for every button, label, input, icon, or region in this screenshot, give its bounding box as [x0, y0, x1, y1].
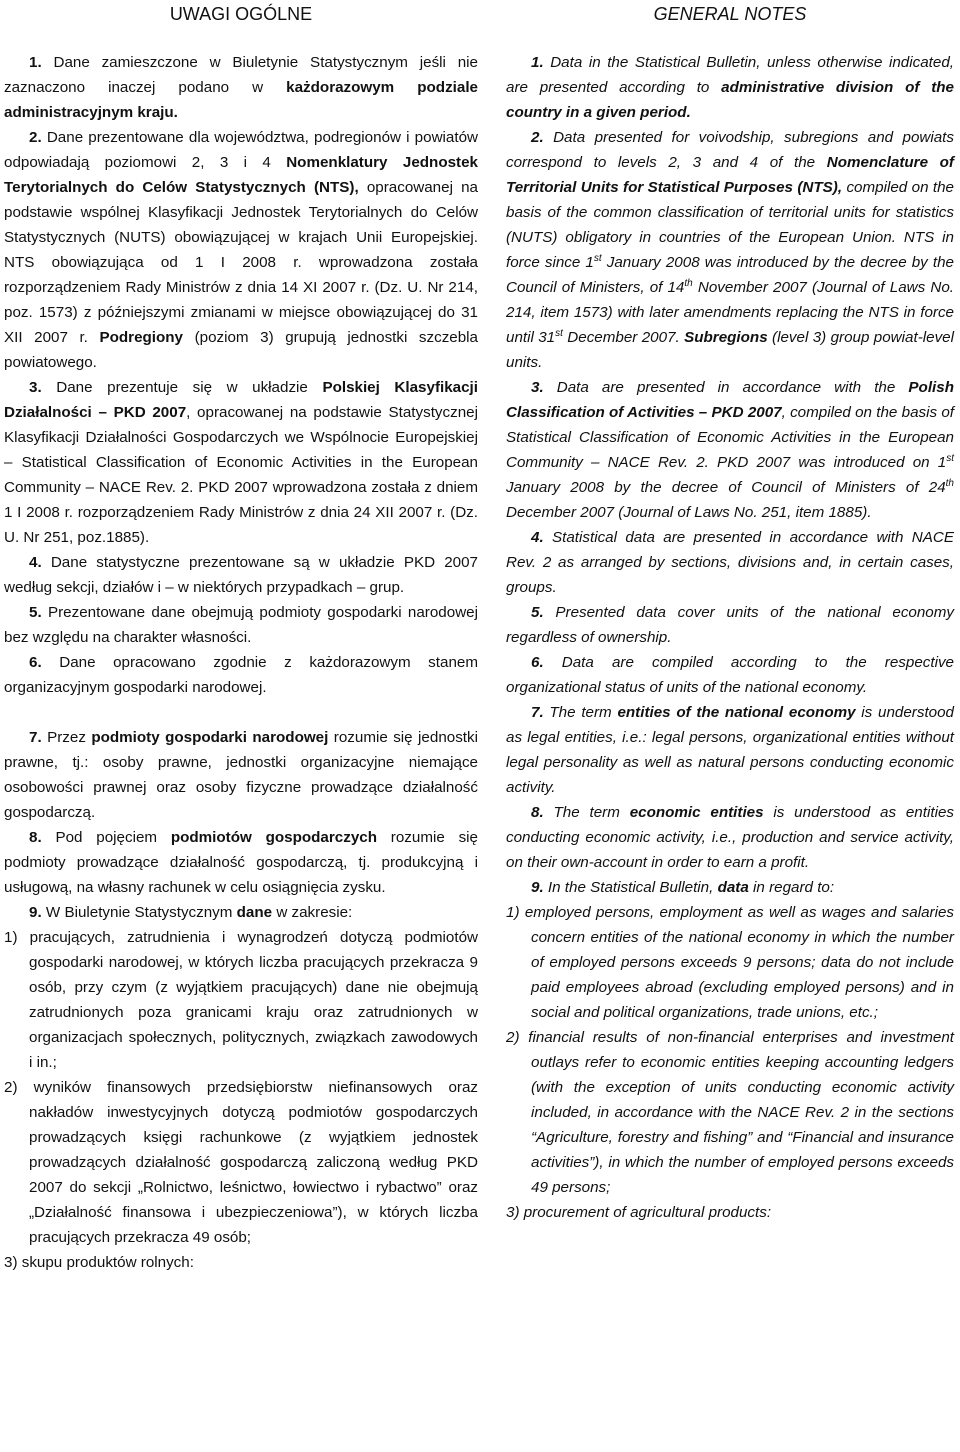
en-note-5: 5. Presented data cover units of the national economy regardless of ownership.	[506, 604, 954, 646]
polish-column	[4, 0, 478, 1271]
note-number: 7.	[29, 729, 42, 746]
en-note-9: 9. In the Statistical Bulletin, data in regard to:	[531, 879, 835, 896]
polish-title: UWAGI OGÓLNE	[169, 4, 313, 24]
pl-note-5: 5. Prezentowane dane obejmują podmioty gospodarki narodowej bez względu na charakter własności.	[4, 604, 478, 646]
en-note-4: 4. Statistical data are presented in accordance with NACE Rev. 2 as arranged by sections, divisions and, in certain cases, groups.	[506, 529, 954, 596]
note-number: 8.	[531, 804, 544, 821]
pl-list-item-1: 1) pracujących, zatrudnienia i wynagrodzeń dotyczą podmiotów gospodarki narodowej, w których liczba pracujących przekracza 9 osób, przy czym (z wyjątkiem pracujących) dane nie obejmują zatrudnionych poza granicami kraju oraz zatrudnionych w organizacjach społecznych, politycznych, związkach zawodowych i in.;	[4, 929, 478, 1071]
pl-note-7: 7. Przez podmioty gospodarki narodowej rozumie się jednostki prawne, tj.: osoby prawne, jednostki organizacyjne niemające osobowości prawnej oraz osoby fizyczne prowadzące działalność gospodarczą.	[4, 729, 478, 821]
note-number: 7.	[531, 704, 544, 721]
note-number: 9.	[29, 904, 42, 921]
english-column	[506, 0, 955, 1221]
pl-list-item-2: 2) wyników finansowych przedsiębiorstw niefinansowych oraz nakładów inwestycyjnych dotyczą podmiotów gospodarczych prowadzących księgi rachunkowe (z wyjątkiem jednostek prowadzących działalność gospodarczą zaliczoną według PKD 2007 do sekcji „Rolnictwo, leśnictwo, łowiectwo i rybactwo” oraz „Działalność finansowa i ubezpieczeniowa”), w których liczba pracujących przekracza 49 osób;	[4, 1079, 478, 1246]
pl-note-4: 4. Dane statystyczne prezentowane są w układzie PKD 2007 według sekcji, działów i – w niektórych przypadkach – grup.	[4, 554, 478, 596]
pl-note-6: 6. Dane opracowano zgodnie z każdorazowym stanem organizacyjnym gospodarki narodowej.	[4, 654, 478, 696]
note-number: 1.	[29, 54, 42, 71]
note-number: 6.	[29, 654, 42, 671]
pl-note-8: 8. Pod pojęciem podmiotów gospodarczych rozumie się podmioty prowadzące działalność gospodarczą, tj. produkcyjną i usługową, na własny rachunek w celu osiągnięcia zysku.	[4, 829, 478, 896]
note-number: 6.	[531, 654, 544, 671]
note-number: 2.	[29, 129, 42, 146]
en-note-2: 2. Data presented for voivodship, subregions and powiats correspond to levels 2, 3 and 4 of the Nomenclature of Territorial Units for Statistical Purposes (NTS), compiled on the basis of the common classification of territorial units for statistics (NUTS) obligatory in countries of the European Union. NTS in force since 1st January 2008 was introduced by the decree by the Council of Ministers, of 14th November 2007 (Journal of Laws No. 214, item 1573) with later amendments replacing the NTS in force until 31st December 2007. Subregions (level 3) group powiat-level units.	[506, 129, 955, 371]
polish-notes	[4, 50, 478, 1275]
en-note-6: 6. Data are compiled according to the respective organizational status of units of the national economy.	[506, 654, 954, 696]
pl-note-2: 2. Dane prezentowane dla województwa, podregionów i powiatów odpowiadają poziomowi 2, 3 i 4 Nomenklatury Jednostek Terytorialnych do Celów Statystycznych (NTS), opracowanej na podstawie wspólnej Klasyfikacji Jednostek Terytorialnych do Celów Statystycznych (NUTS) obowiązującej w krajach Unii Europejskiej. NTS obowiązująca od 1 I 2008 r. wprowadzona została rozporządzeniem Rady Ministrów z dnia 14 XI 2007 r. (Dz. U. Nr 214, poz. 1573) z późniejszymi zmianami w miejsce obowiązującej do 31 XII 2007 r. Podregiony (poziom 3) grupują jednostki szczebla powiatowego.	[4, 129, 478, 371]
pl-note-9: 9. W Biuletynie Statystycznym dane w zakresie:	[29, 904, 353, 921]
note-number: 2.	[531, 129, 544, 146]
en-note-7: 7. The term entities of the national economy is understood as legal entities, i.e.: legal persons, organizational entities without legal personality as well as natural persons conducting economic activity.	[506, 704, 954, 796]
pl-list-item-3: 3) skupu produktów rolnych:	[4, 1254, 194, 1271]
en-note-8: 8. The term economic entities is understood as entities conducting economic activity, i.e., production and service activity, on their own-account in order to earn a profit.	[506, 804, 954, 871]
note-number: 8.	[29, 829, 42, 846]
note-number: 5.	[29, 604, 42, 621]
pl-note-1: 1. Dane zamieszczone w Biuletynie Statystycznym jeśli nie zaznaczono inaczej podano w każdorazowym podziale administracyjnym kraju.	[4, 54, 478, 121]
note-number: 9.	[531, 879, 544, 896]
note-number: 5.	[531, 604, 544, 621]
note-number: 3.	[531, 379, 544, 396]
en-note-1: 1. Data in the Statistical Bulletin, unless otherwise indicated, are presented according to administrative division of the country in a given period.	[506, 54, 954, 121]
pl-note-3: 3. Dane prezentuje się w układzie Polskiej Klasyfikacji Działalności – PKD 2007, opracowanej na podstawie Statystycznej Klasyfikacji Działalności Gospodarczych we Wspólnocie Europejskiej – Statistical Classification of Economic Activities in the European Community – NACE Rev. 2. PKD 2007 wprowadzona została z dniem 1 I 2008 r. rozporządzeniem Rady Ministrów z dnia 24 XII 2007 r. (Dz. U. Nr 251, poz.1885).	[4, 379, 478, 546]
note-number: 4.	[531, 529, 544, 546]
english-notes	[506, 50, 954, 1225]
en-note-3: 3. Data are presented in accordance with the Polish Classification of Activities – PKD 2007, compiled on the basis of Statistical Classification of Economic Activities in the European Community – NACE Rev. 2. PKD 2007 was introduced on 1st January 2008 by the decree of Council of Ministers of 24th December 2007 (Journal of Laws No. 251, item 1885).	[506, 379, 954, 521]
en-list-item-1: 1) employed persons, employment as well as wages and salaries concern entities of the national economy in which the number of employed persons exceeds 9 persons; data do not include paid employees abroad (excluding employed persons) and in social and political organizations, trade unions, etc.;	[506, 904, 954, 1021]
english-title: GENERAL NOTES	[653, 4, 807, 24]
note-number: 4.	[29, 554, 42, 571]
en-list-item-3: 3) procurement of agricultural products:	[506, 1204, 772, 1221]
note-number: 3.	[29, 379, 42, 396]
en-list-item-2: 2) financial results of non-financial enterprises and investment outlays refer to economic entities keeping accounting ledgers (with the exception of units conducting economic activity included, in accordance with the NACE Rev. 2 in the sections “Agriculture, forestry and fishing” and “Financial and insurance activities”), in which the number of employed persons exceeds 49 persons;	[506, 1029, 954, 1196]
note-number: 1.	[531, 54, 544, 71]
